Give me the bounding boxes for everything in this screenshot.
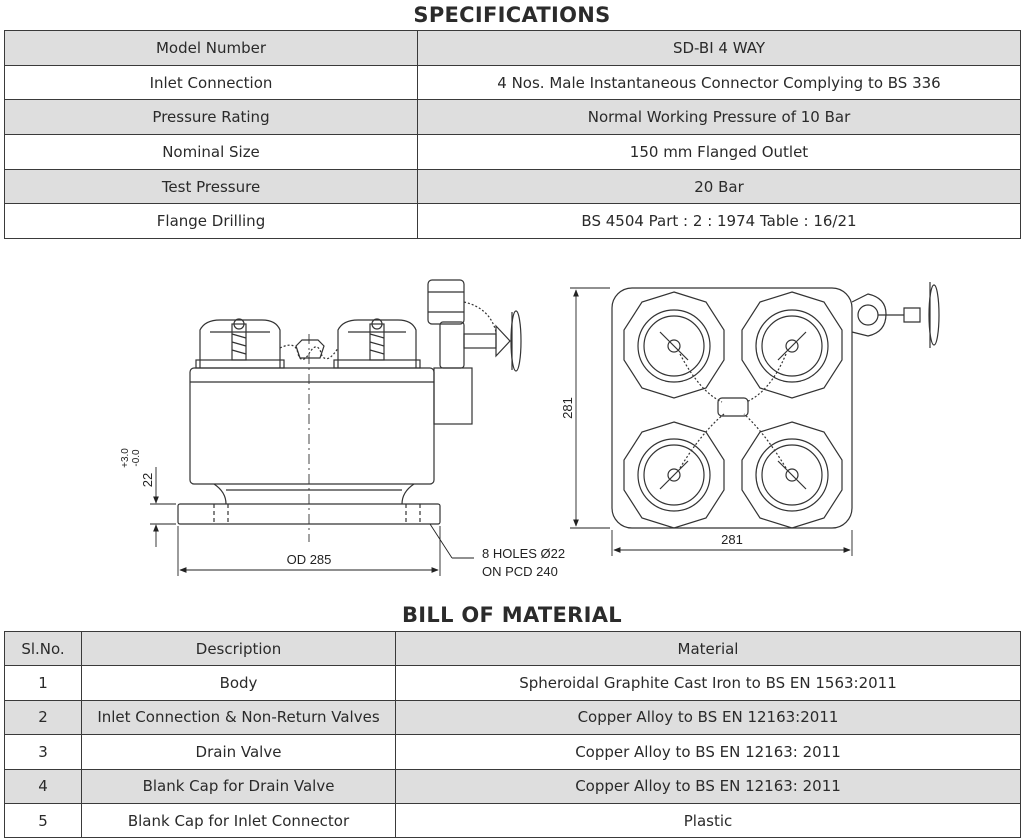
spec-value: Normal Working Pressure of 10 Bar: [418, 100, 1021, 135]
inlet-cap-left: [196, 319, 284, 368]
table-row: [5, 700, 1021, 734]
description-cell: Blank Cap for Drain Valve: [82, 769, 396, 803]
spec-label: Model Number: [5, 31, 418, 66]
material-cell: Plastic: [396, 803, 1021, 837]
material-cell: Spheroidal Graphite Cast Iron to BS EN 1563:2011: [396, 666, 1021, 700]
sl-no-cell: 2: [5, 700, 82, 734]
description-cell: Blank Cap for Inlet Connector: [82, 803, 396, 837]
table-row: [5, 735, 1021, 769]
technical-drawing: [0, 242, 1024, 600]
spec-row-nominal-size: [5, 135, 1021, 170]
spec-row-flange-drilling: [5, 204, 1021, 239]
description-cell: Body: [82, 666, 396, 700]
tolerance-minus-label: -0.0: [131, 449, 142, 467]
description-cell: Inlet Connection & Non-Return Valves: [82, 700, 396, 734]
flange-thickness-label: 22: [140, 472, 155, 488]
material-cell: Copper Alloy to BS EN 12163: 2011: [396, 735, 1021, 769]
material-cell: Copper Alloy to BS EN 12163: 2011: [396, 769, 1021, 803]
bill-of-material-table: [4, 631, 1021, 838]
table-row: [5, 803, 1021, 837]
spec-value: 4 Nos. Male Instantaneous Connector Complying to BS 336: [418, 65, 1021, 100]
specifications-heading: SPECIFICATIONS: [413, 3, 611, 27]
spec-label: Nominal Size: [5, 135, 418, 170]
table-row: [5, 666, 1021, 700]
spec-value: BS 4504 Part : 2 : 1974 Table : 16/21: [418, 204, 1021, 239]
material-cell: Copper Alloy to BS EN 12163:2011: [396, 700, 1021, 734]
description-header: Description: [82, 632, 396, 666]
spec-row-inlet-connection: [5, 65, 1021, 100]
bill-of-material-heading: BILL OF MATERIAL: [401, 603, 622, 627]
holes-dimension-label: 8 HOLES Ø22: [482, 546, 566, 561]
inlet-top-left: [624, 292, 724, 398]
sl-no-cell: 1: [5, 666, 82, 700]
width-dimension-label: 281: [721, 532, 743, 547]
spec-label: Test Pressure: [5, 169, 418, 204]
sl-no-cell: 3: [5, 735, 82, 769]
spec-label: Inlet Connection: [5, 65, 418, 100]
tolerance-plus-label: +3.0: [120, 448, 131, 468]
spec-value: SD-BI 4 WAY: [418, 31, 1021, 66]
spec-value: 150 mm Flanged Outlet: [418, 135, 1021, 170]
inlet-bottom-left: [624, 422, 724, 528]
table-row: [5, 769, 1021, 803]
drain-valve: [428, 280, 521, 371]
sl-no-cell: 4: [5, 769, 82, 803]
inlet-cap-right: [334, 319, 420, 368]
side-view: [178, 280, 521, 542]
pcd-dimension-label: ON PCD 240: [482, 564, 558, 579]
sl-no-header: Sl.No.: [5, 632, 82, 666]
spec-row-pressure-rating: [5, 100, 1021, 135]
spec-value: 20 Bar: [418, 169, 1021, 204]
sl-no-cell: 5: [5, 803, 82, 837]
spec-label: Pressure Rating: [5, 100, 418, 135]
material-header: Material: [396, 632, 1021, 666]
spec-row-test-pressure: [5, 169, 1021, 204]
spec-label: Flange Drilling: [5, 204, 418, 239]
inlet-top-right: [742, 292, 842, 398]
top-view: [612, 282, 939, 528]
inlet-bottom-right: [742, 422, 842, 528]
specifications-table: [4, 30, 1021, 239]
spec-row-model-number: [5, 31, 1021, 66]
height-dimension-label: 281: [560, 397, 575, 419]
od-dimension-label: OD 285: [286, 552, 332, 567]
bom-header-row: [5, 632, 1021, 666]
description-cell: Drain Valve: [82, 735, 396, 769]
